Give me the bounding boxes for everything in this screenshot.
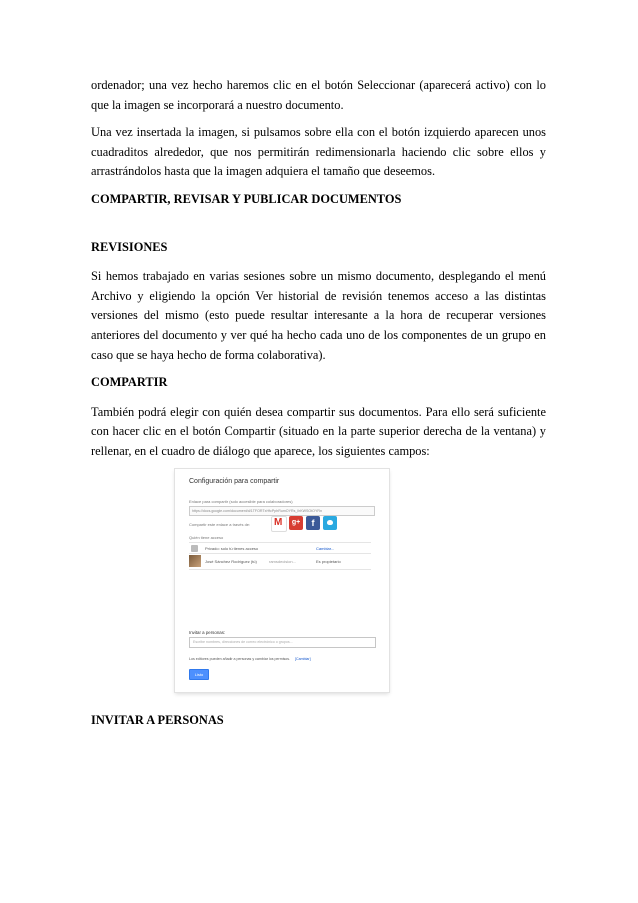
invite-input[interactable]: Escribe nombres, direcciones de correo electrónico o grupos...: [189, 637, 376, 648]
done-button[interactable]: Listo: [189, 669, 209, 680]
divider: [189, 542, 371, 543]
section-heading: INVITAR A PERSONAS: [91, 713, 224, 727]
access-row-text: Privado: solo tú tienes acceso: [205, 546, 259, 551]
avatar: [189, 555, 201, 567]
google-plus-icon[interactable]: g+: [289, 516, 303, 530]
invite-section: [91, 711, 546, 731]
footer-change-link[interactable]: [Cambiar]: [295, 657, 311, 661]
owner-role: Es propietario: [316, 559, 341, 564]
dialog-title: Configuración para compartir: [189, 478, 280, 485]
link-label: Enlace para compartir (solo accesible para colaboradores): [189, 499, 293, 504]
owner-email: ramsdecision...: [269, 559, 296, 564]
section-heading: COMPARTIR: [91, 375, 168, 390]
paragraph: Si hemos trabajado en varias sesiones sobre un mismo documento, desplegando el menú Archivo y eligiendo la opción Ver historial de revisión tenemos acceso a las distintas versiones del mismo (esto puede resultar interesante a la hora de recuperar versiones anteriores del documento y ver qué ha hecho cada uno de los componentes de un grupo en caso que se haya hecho de forma colaborativa).: [91, 269, 546, 362]
divider: [189, 553, 371, 554]
paragraph: ordenador; una vez hecho haremos clic en el botón Seleccionar (aparecerá activo) con lo que la imagen se incorporará a nuestro documento.: [91, 78, 546, 112]
divider: [189, 569, 371, 570]
facebook-icon[interactable]: f: [306, 516, 320, 530]
share-via-label: Compartir este enlace a través de:: [189, 522, 251, 527]
gmail-icon[interactable]: [271, 516, 287, 532]
footer-text: Los editores pueden añadir a personas y cambiar los permisos.: [189, 657, 291, 661]
owner-name: José Sánchez Rodríguez (tú): [205, 559, 257, 564]
section-heading: COMPARTIR, REVISAR Y PUBLICAR DOCUMENTOS: [91, 191, 402, 206]
twitter-icon[interactable]: [323, 516, 337, 530]
paragraph: Una vez insertada la imagen, si pulsamos sobre ella con el botón izquierdo aparecen unos cuadraditos alrededor, que nos permitirán redimensionarla haciendo clic sobre ellos y arrastrándolos hasta que la imagen adquiera el tamaño que deseemos.: [91, 125, 546, 179]
section-heading: REVISIONES: [91, 239, 168, 254]
change-access-link[interactable]: Cambiar...: [316, 546, 335, 551]
share-link-field[interactable]: https://docs.google.com/document/d/1TFORTxHfcPphRumOYRs_lhKWSOtOYRn: [189, 506, 375, 516]
paragraph: También podrá elegir con quién desea compartir sus documentos. Para ello será suficiente con hacer clic en el botón Compartir (situado en la parte superior derecha de la ventana) y rellenar, en el cuadro de diálogo que aparece, los siguientes campos:: [91, 404, 546, 458]
access-label: Quién tiene acceso: [189, 535, 224, 540]
share-settings-screenshot: [175, 469, 389, 692]
invite-label: Invitar a personas:: [189, 630, 226, 635]
document-page: [91, 76, 546, 470]
lock-icon: [191, 545, 198, 552]
